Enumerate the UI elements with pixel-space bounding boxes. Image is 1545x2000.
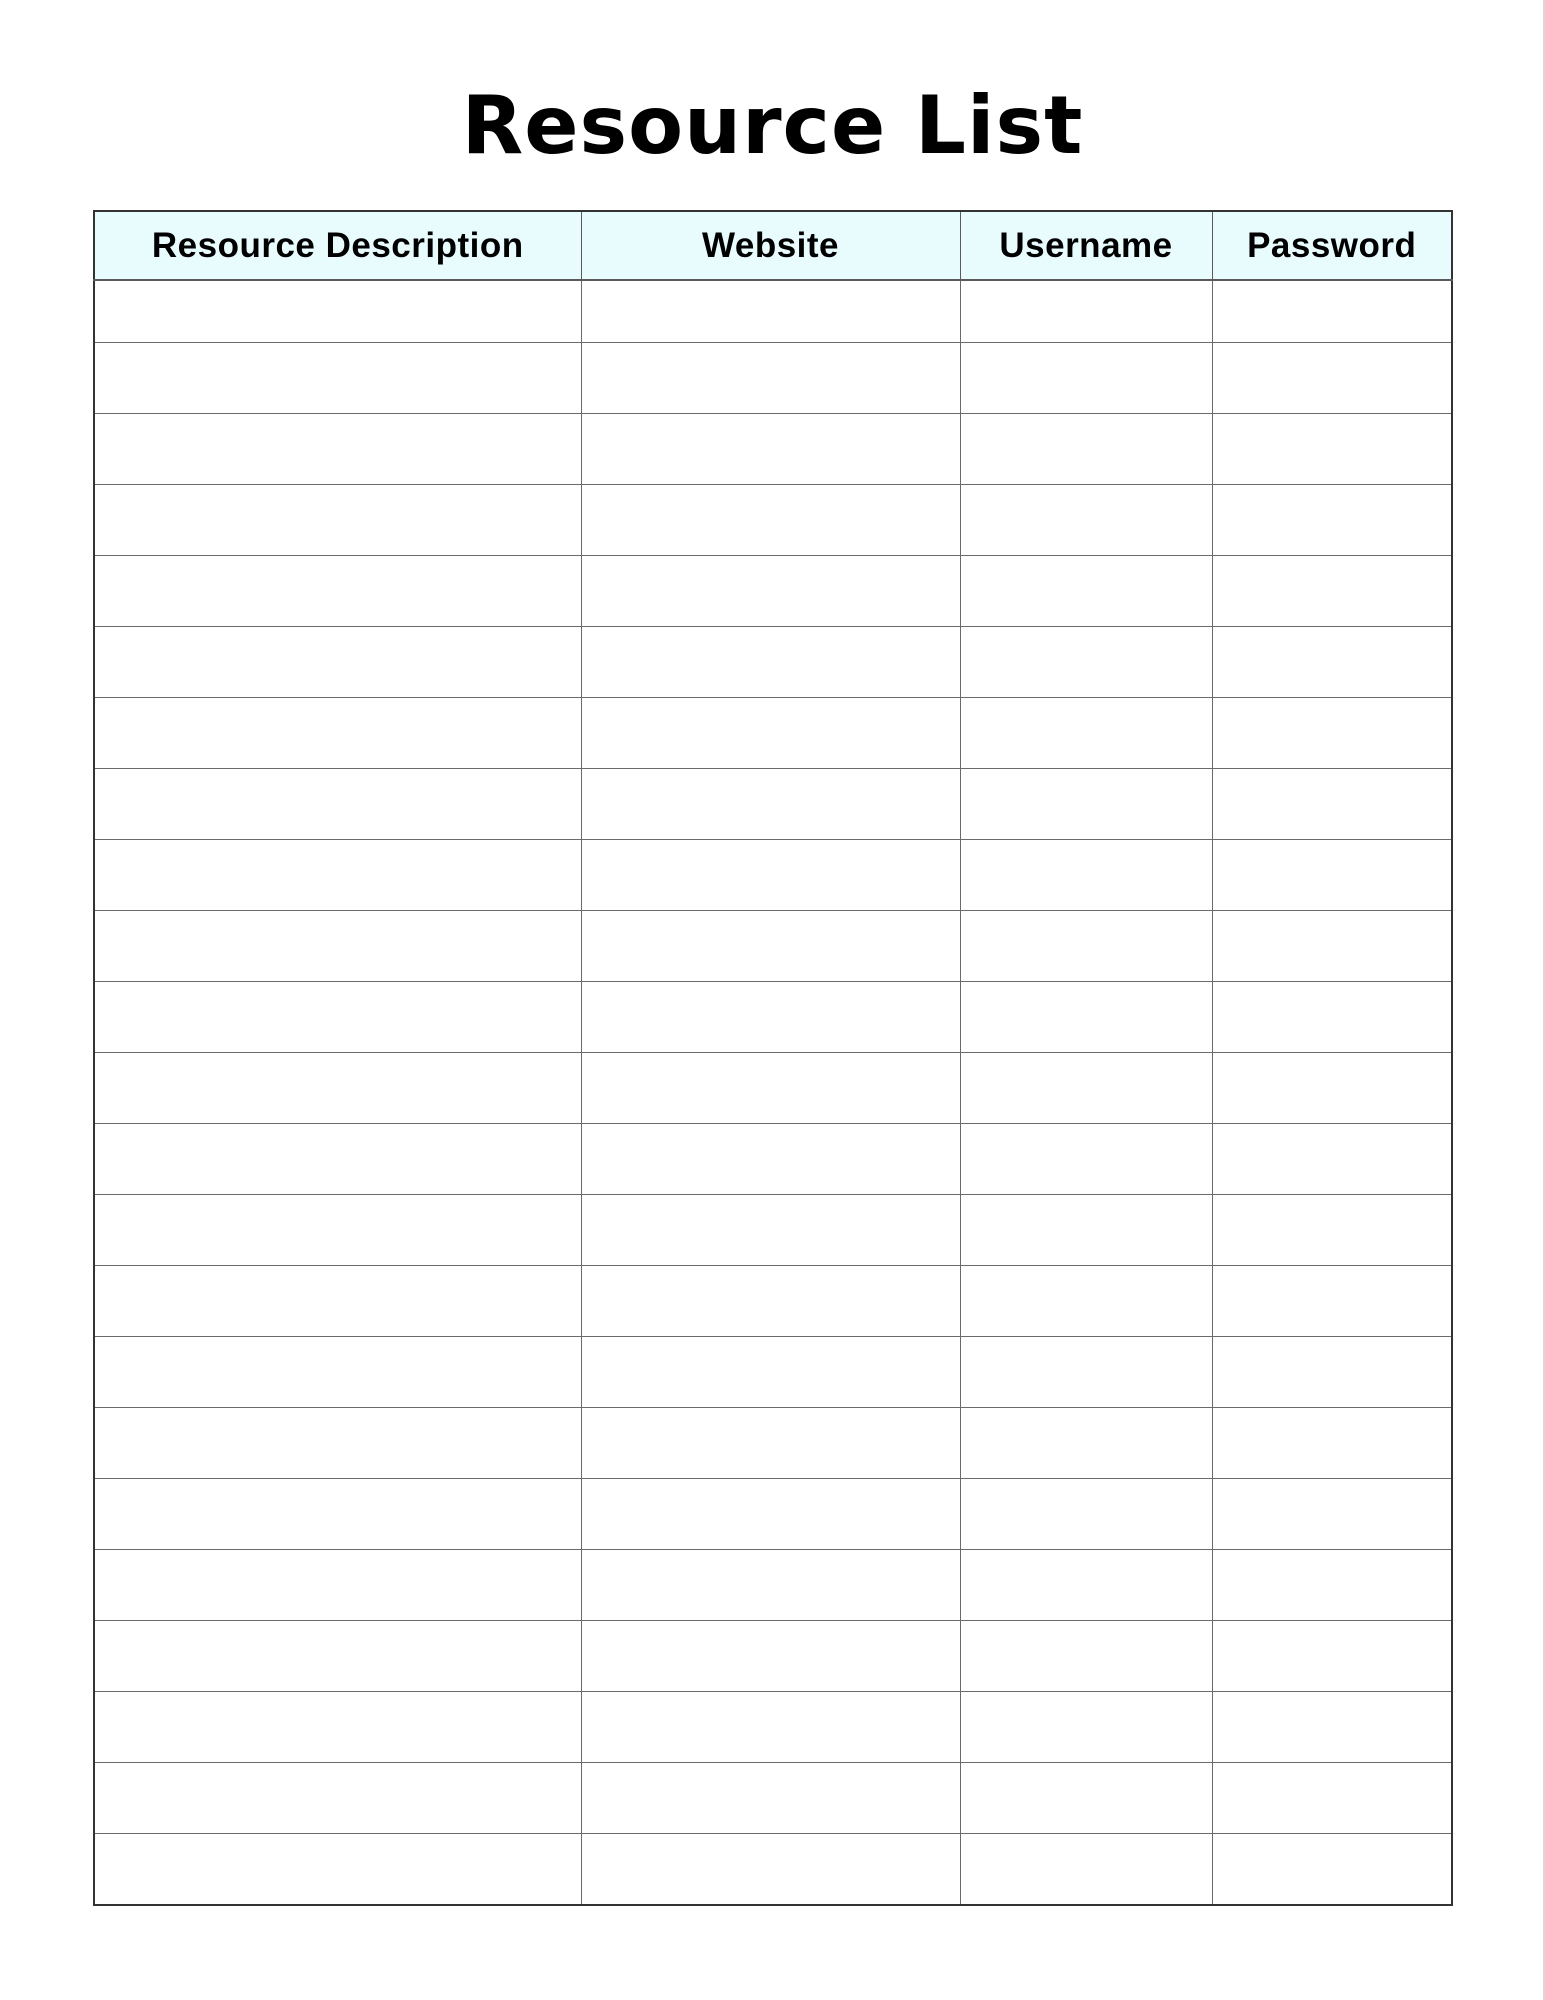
cell-website[interactable] — [581, 1195, 960, 1266]
cell-password[interactable] — [1212, 1763, 1452, 1834]
cell-website[interactable] — [581, 1550, 960, 1621]
cell-website[interactable] — [581, 414, 960, 485]
table-row — [94, 414, 1452, 485]
cell-password[interactable] — [1212, 1834, 1452, 1906]
table-row — [94, 1195, 1452, 1266]
cell-username[interactable] — [960, 1266, 1212, 1337]
cell-username[interactable] — [960, 343, 1212, 414]
cell-username[interactable] — [960, 769, 1212, 840]
cell-username[interactable] — [960, 1053, 1212, 1124]
cell-resource-description[interactable] — [94, 1195, 581, 1266]
cell-password[interactable] — [1212, 911, 1452, 982]
cell-username[interactable] — [960, 1834, 1212, 1906]
column-header-username: Username — [960, 211, 1212, 280]
cell-resource-description[interactable] — [94, 556, 581, 627]
cell-username[interactable] — [960, 1124, 1212, 1195]
table-row — [94, 1266, 1452, 1337]
cell-website[interactable] — [581, 1834, 960, 1906]
table-row — [94, 1834, 1452, 1906]
cell-password[interactable] — [1212, 1479, 1452, 1550]
cell-password[interactable] — [1212, 1266, 1452, 1337]
cell-password[interactable] — [1212, 556, 1452, 627]
cell-password[interactable] — [1212, 982, 1452, 1053]
cell-website[interactable] — [581, 1479, 960, 1550]
cell-website[interactable] — [581, 911, 960, 982]
table-row — [94, 698, 1452, 769]
cell-resource-description[interactable] — [94, 1124, 581, 1195]
table-row — [94, 1763, 1452, 1834]
cell-website[interactable] — [581, 280, 960, 343]
table-row — [94, 280, 1452, 343]
cell-resource-description[interactable] — [94, 911, 581, 982]
cell-website[interactable] — [581, 840, 960, 911]
cell-username[interactable] — [960, 698, 1212, 769]
cell-password[interactable] — [1212, 1124, 1452, 1195]
cell-username[interactable] — [960, 1195, 1212, 1266]
cell-username[interactable] — [960, 1550, 1212, 1621]
cell-password[interactable] — [1212, 1408, 1452, 1479]
cell-username[interactable] — [960, 414, 1212, 485]
table-row — [94, 911, 1452, 982]
cell-website[interactable] — [581, 1621, 960, 1692]
cell-website[interactable] — [581, 1266, 960, 1337]
cell-password[interactable] — [1212, 1550, 1452, 1621]
cell-resource-description[interactable] — [94, 1053, 581, 1124]
cell-username[interactable] — [960, 280, 1212, 343]
cell-resource-description[interactable] — [94, 1692, 581, 1763]
table-row — [94, 343, 1452, 414]
cell-password[interactable] — [1212, 627, 1452, 698]
cell-website[interactable] — [581, 1337, 960, 1408]
cell-password[interactable] — [1212, 280, 1452, 343]
cell-username[interactable] — [960, 1479, 1212, 1550]
cell-resource-description[interactable] — [94, 1621, 581, 1692]
cell-password[interactable] — [1212, 1053, 1452, 1124]
page-title: Resource List — [461, 79, 1084, 172]
cell-website[interactable] — [581, 343, 960, 414]
cell-resource-description[interactable] — [94, 982, 581, 1053]
cell-resource-description[interactable] — [94, 1408, 581, 1479]
table-row — [94, 1479, 1452, 1550]
cell-resource-description[interactable] — [94, 280, 581, 343]
cell-resource-description[interactable] — [94, 343, 581, 414]
cell-password[interactable] — [1212, 343, 1452, 414]
cell-username[interactable] — [960, 1763, 1212, 1834]
cell-website[interactable] — [581, 1408, 960, 1479]
table-row — [94, 1337, 1452, 1408]
cell-password[interactable] — [1212, 414, 1452, 485]
table-row — [94, 1692, 1452, 1763]
cell-resource-description[interactable] — [94, 1266, 581, 1337]
cell-username[interactable] — [960, 485, 1212, 556]
cell-resource-description[interactable] — [94, 1479, 581, 1550]
column-header-resource-description: Resource Description — [94, 211, 581, 280]
cell-website[interactable] — [581, 1053, 960, 1124]
cell-password[interactable] — [1212, 485, 1452, 556]
cell-website[interactable] — [581, 982, 960, 1053]
cell-resource-description[interactable] — [94, 769, 581, 840]
cell-resource-description[interactable] — [94, 627, 581, 698]
cell-website[interactable] — [581, 1692, 960, 1763]
cell-resource-description[interactable] — [94, 414, 581, 485]
cell-resource-description[interactable] — [94, 698, 581, 769]
cell-website[interactable] — [581, 1763, 960, 1834]
cell-resource-description[interactable] — [94, 1763, 581, 1834]
cell-website[interactable] — [581, 769, 960, 840]
column-header-password: Password — [1212, 211, 1452, 280]
table-row — [94, 1408, 1452, 1479]
table-row — [94, 1621, 1452, 1692]
column-header-website: Website — [581, 211, 960, 280]
cell-username[interactable] — [960, 556, 1212, 627]
table-row — [94, 982, 1452, 1053]
table-row — [94, 1053, 1452, 1124]
cell-username[interactable] — [960, 840, 1212, 911]
cell-website[interactable] — [581, 698, 960, 769]
table-row — [94, 485, 1452, 556]
cell-website[interactable] — [581, 556, 960, 627]
cell-password[interactable] — [1212, 1692, 1452, 1763]
cell-website[interactable] — [581, 485, 960, 556]
cell-password[interactable] — [1212, 1621, 1452, 1692]
table-row — [94, 556, 1452, 627]
cell-username[interactable] — [960, 982, 1212, 1053]
table-row — [94, 627, 1452, 698]
table-row — [94, 840, 1452, 911]
cell-password[interactable] — [1212, 1195, 1452, 1266]
cell-resource-description[interactable] — [94, 485, 581, 556]
table-row — [94, 769, 1452, 840]
table-body — [94, 280, 1452, 1905]
table-header — [94, 211, 1452, 280]
cell-password[interactable] — [1212, 698, 1452, 769]
cell-username[interactable] — [960, 1621, 1212, 1692]
table-row — [94, 1124, 1452, 1195]
cell-website[interactable] — [581, 627, 960, 698]
table-row — [94, 1550, 1452, 1621]
cell-resource-description[interactable] — [94, 1550, 581, 1621]
resource-table — [93, 210, 1453, 1906]
cell-resource-description[interactable] — [94, 1337, 581, 1408]
header-row — [94, 211, 1452, 280]
cell-username[interactable] — [960, 627, 1212, 698]
cell-username[interactable] — [960, 1337, 1212, 1408]
cell-username[interactable] — [960, 911, 1212, 982]
cell-password[interactable] — [1212, 1337, 1452, 1408]
cell-resource-description[interactable] — [94, 840, 581, 911]
cell-username[interactable] — [960, 1408, 1212, 1479]
cell-resource-description[interactable] — [94, 1834, 581, 1906]
cell-username[interactable] — [960, 1692, 1212, 1763]
cell-website[interactable] — [581, 1124, 960, 1195]
cell-password[interactable] — [1212, 840, 1452, 911]
cell-password[interactable] — [1212, 769, 1452, 840]
